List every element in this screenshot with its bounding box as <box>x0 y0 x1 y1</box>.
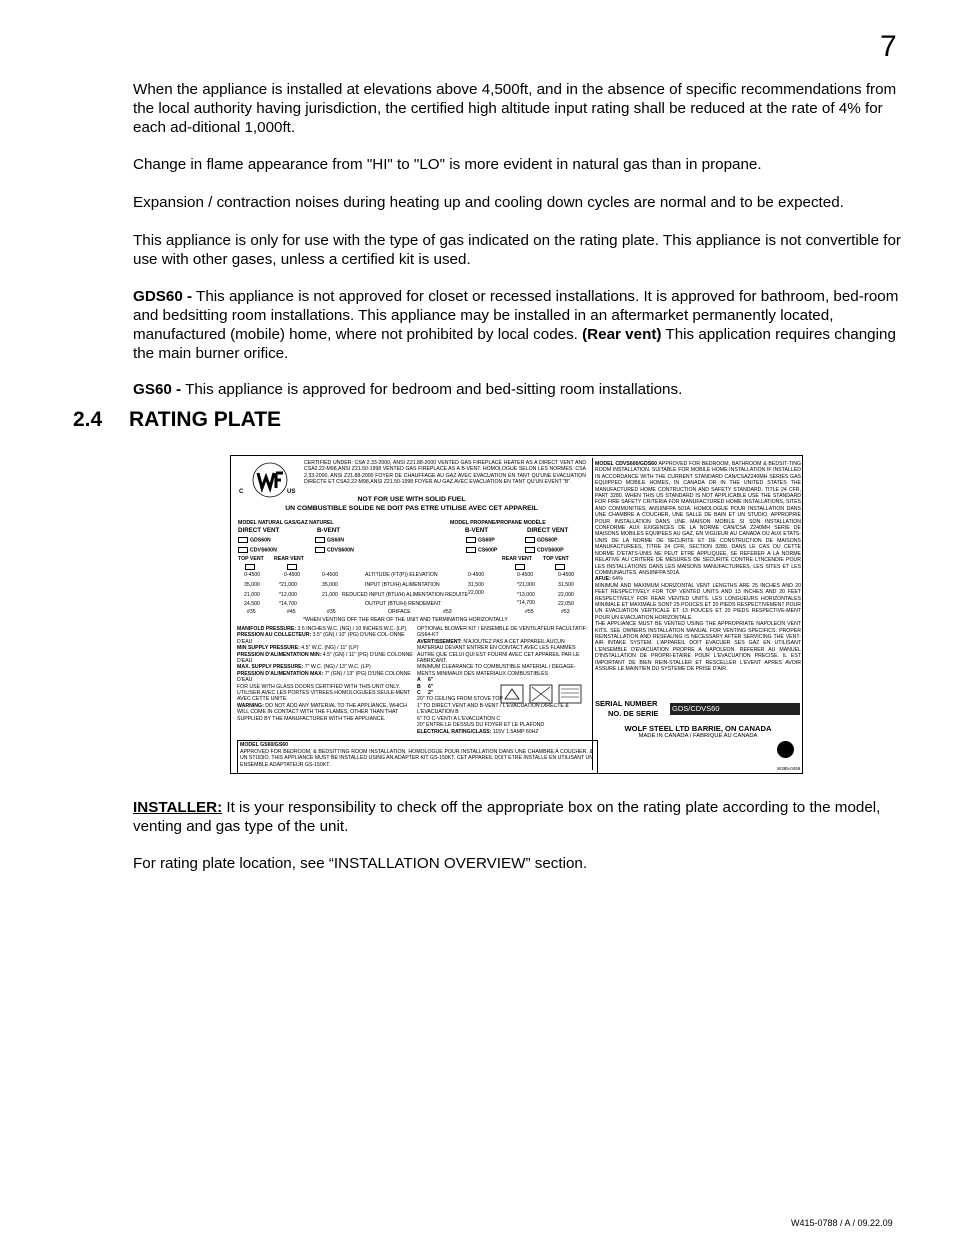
rear-vent-label: (Rear vent) <box>582 326 662 343</box>
model-natural-heading: MODEL NATURAL GAS/GAZ NATUREL <box>238 520 334 526</box>
paragraph-installer <box>133 798 903 836</box>
row-label-output: OUTPUT (BTU/H) RENDEMENT <box>365 601 441 607</box>
checkbox-square[interactable] <box>315 547 325 553</box>
checkbox-square[interactable] <box>525 537 535 543</box>
paragraph-altitude: When the appliance is installed at elevations above 4,500ft, and in the absence of specific recommendations from the local authority having jurisdiction, the certified high altitude input rating shall be reduced at the rate of 4% for each ad-ditional 1,000ft. <box>133 81 897 136</box>
gds60-text-a: This appliance is not approved for closet or recessed installations. It is approved for bathroom, bed-room and bedsitting room installations. This appliance may be installed in an aftermarket permanently located, manufactured (mobile) home, where not prohibited by local codes. <box>133 288 899 343</box>
gds60-label: GDS60 - <box>133 288 193 305</box>
checkbox-square[interactable] <box>315 537 325 543</box>
propane-rear-vent-label: REAR VENT <box>502 556 532 562</box>
table-cell: 31,500 <box>468 582 484 588</box>
natural-direct-vent-label: DIRECT VENT <box>238 527 280 534</box>
section-number: 2.4 <box>73 408 103 431</box>
serial-number-label-fr: NO. DE SERIE <box>608 709 659 718</box>
gs60-box-text: APPROVED FOR BEDROOM, & BEDSITTING ROOM INSTALLATION. HOMOLOGUE POUR INSTALLATION DANS UNE CHAMBRE A COUCHER, & UN STUDIO. THIS APPLIANCE MUST BE INSTALLED USING AN ADAPTER KIT GS-150KT. CET APPAREIL DOIT ETRE INSTALLE EN UTILISANT UN ENSEMBLE ADAPTATEUR GS-150KT. <box>240 749 593 768</box>
checkbox-cdvs600n[interactable]: CDVS600N <box>238 547 277 554</box>
table-cell: *21,000 <box>517 582 535 588</box>
checkbox-gds60p[interactable]: GDS60P <box>525 537 557 544</box>
table-cell: *14,700 <box>517 600 535 606</box>
gds60-text-b: This application requires changing the main burner orifice. <box>133 326 896 362</box>
paragraph-gds60 <box>133 287 903 363</box>
checkbox-gs60n[interactable]: GS60N <box>315 537 344 544</box>
natural-rear-vent-label: REAR VENT <box>274 556 304 562</box>
table-cell: #55 <box>525 609 534 615</box>
table-cell: 0-4500 <box>468 572 485 578</box>
serial-number-value: GDS/CDVS60 <box>670 703 800 715</box>
natural-b-vent-label: B-VENT <box>317 527 341 534</box>
table-cell: 0-4500 <box>517 572 534 578</box>
checkbox-square[interactable] <box>466 537 476 543</box>
table-cell: 0-4500 <box>322 572 339 578</box>
section-heading <box>73 408 281 432</box>
company-name: WOLF STEEL LTD BARRIE, ON CANADA <box>624 724 772 733</box>
row-label-reduced: REDUCED INPUT (BTU/H) ALIMENTATION REDUITE <box>342 592 468 598</box>
paragraph-flame: Change in flame appearance from "HI" to "LO" is more evident in natural gas than in propane. <box>133 156 762 173</box>
solid-fuel-warning-fr: UN COMBUSTIBLE SOLIDE NE DOIT PAS ETRE UTILISE AVEC CET APPAREIL <box>285 505 538 512</box>
table-cell: *21,000 <box>279 582 297 588</box>
logo-c-label: C <box>239 489 244 495</box>
pressures-block: MANIFOLD PRESSURE: 3.5 INCHES W.C. (NG) / 10 INCHES W.C. (LP) PRESSION AU COLLECTEUR: 3.5" (GN) / 10" (PG) D'UNE COL-ONNE D'EAU MIN SUPPLY PRESSURE: 4.5" W.C. (NG) / 11" (LP) PRESSION D'ALIMENTATION MIN: 4.5" (GN) / 11" (PG) D'UNE COLONNE D'EAU MAX. SUPPLY PRESSURE: 7" W.C. (NG) / 13" W.C. (LP) PRESSION D'ALIMENTATION MAX: 7" (GN) / 13" (PG) D'UNE COLONNE D'EAU FOR USE WITH GLASS DOORS CERTIFIED WITH THIS UNIT ONLY. UTILISER AVEC LES PORTES VITREES HOMOLOGUEES SEULE-MENT AVEC CETTE UNITE. WARNING: DO NOT ADD ANY MATERIAL TO THE APPLIANCE, WHICH WILL COME IN CONTACT WITH THE FLAMES, OTHER THAN THAT SUPPLIED BY THE MANUFACTURER WITH THE APPLIANCE. <box>237 626 413 722</box>
checkbox-propane-top-vent[interactable] <box>555 564 565 570</box>
checkbox-natural-top-vent[interactable] <box>245 564 255 570</box>
table-cell: #45 <box>287 609 296 615</box>
checkbox-cdvs600n-b[interactable]: CDVS600N <box>315 547 354 554</box>
solid-fuel-warning: NOT FOR USE WITH SOLID FUEL <box>357 496 466 503</box>
middle-block: OPTIONAL BLOWER KIT / ENSEMBLE DE VENTILATEUR FACULTATIF: GS64-KT AVERTISSEMENT: N'AJOUTEZ PAS A CET APPAREIL AUCUN MATERIAU DEVANT ENTRER EN CONTACT AVEC LES FLAMMES AUTRE QUE CELUI QUI EST FOURNI AVEC CET APPAREIL PAR LE FABRICANT. MINIMUM CLEARANCE TO COMBUSTIBLE MATERIAL / DEGAGE-MENTS MINIMAUX DES MATERIAUX COMBUSTIBLES A 6" B 6" C 2" 20" TO CEILING FROM STOVE TOP 1" TO DIRECT VENT AND B-VENT / L'EVACUATION DIRECTE & L'EVACUATION B 6" TO C-VENT/ A L'EVACUATION C 20" ENTRE LE DESSUS DU FOYER ET LE PLAFOND ELECTRICAL RATING/CLASS: 115V 1.5AMP 60HZ <box>417 626 588 735</box>
gs60-model-box <box>237 740 598 774</box>
gs60-label: GS60 - <box>133 381 182 398</box>
gs60-box-title: MODEL GS60/GS60 <box>240 742 289 748</box>
table-cell: 0-4500 <box>244 572 261 578</box>
made-in-canada: MADE IN CANADA / FABRIQUE AU CANADA <box>638 733 758 739</box>
table-cell: 21,000 <box>322 592 338 598</box>
table-cell: 35,000 <box>322 582 338 588</box>
installer-label: INSTALLER: <box>133 799 223 816</box>
clearance-diagram-icon <box>499 681 585 707</box>
table-cell: #53 <box>443 609 452 615</box>
table-cell: #35 <box>327 609 336 615</box>
row-label-input: INPUT (BTU/H) ALIMENTATION <box>365 582 440 588</box>
table-cell: #35 <box>247 609 256 615</box>
table-cell: 22,000 <box>468 590 484 596</box>
logo-us-label: US <box>287 489 296 495</box>
checkbox-propane-rear-vent[interactable] <box>515 564 525 570</box>
checkbox-square[interactable] <box>466 547 476 553</box>
serial-number-label: SERIAL NUMBER <box>595 699 658 708</box>
checkbox-natural-rear-vent[interactable] <box>287 564 297 570</box>
table-cell: 22,050 <box>558 601 574 607</box>
certification-text: CERTIFIED UNDER: CSA 2.33-2000, ANSI Z21.88-2000 VENTED GAS FIREPLACE HEATER AS A DIRECT VENT AND CSA2.22-M98,ANSI Z21.50-1998 VENTED GAS FIREPLACE AS A B-VENT. HOMOLOGUE SELON LES NORMES: CSA 2.33-2000, ANSI Z21.88-2000 FOYER DE CHAUFFAGE AU GAZ AVEC EVACUATION EN TANT QU'UNE EVACUATION DIRECTE ET CSA2.22-M98,ANSI Z21.50-1998 FOYER AU GAZ AVEC EVACUATION EN TANT QU'UN EVENT "B". <box>304 460 586 486</box>
paragraph-gas-type: This appliance is only for use with the type of gas indicated on the rating plate. This appliance is not convertible for use with other gases, unless a certified kit is used. <box>133 232 901 268</box>
table-cell: *13,000 <box>517 592 535 598</box>
checkbox-square[interactable] <box>525 547 535 553</box>
row-label-orifice: ORIFACE <box>388 609 411 615</box>
checkbox-square[interactable] <box>238 547 248 553</box>
plate-divider <box>592 458 593 770</box>
model-propane-heading: MODEL PROPANE/PROPANE MODÈLE <box>450 520 546 526</box>
checkbox-gds60n[interactable]: GDS60N <box>238 537 271 544</box>
gs60-text: This appliance is approved for bedroom and bed-sitting room installations. <box>181 381 683 398</box>
table-cell: *12,000 <box>279 592 297 598</box>
propane-top-vent-label: TOP VENT <box>543 556 569 562</box>
paragraph-noise: Expansion / contraction noises during heating up and cooling down cycles are normal and to be expected. <box>133 194 844 211</box>
propane-b-vent-label: B-VENT <box>465 527 489 534</box>
checkbox-cs600p[interactable]: CS600P <box>466 547 497 554</box>
plate-code: W385-0459 <box>777 766 801 771</box>
rating-plate <box>230 455 803 774</box>
table-cell: 31,500 <box>558 582 574 588</box>
table-cell: 35,000 <box>244 582 260 588</box>
table-cell: *14,700 <box>279 601 297 607</box>
checkbox-cdvs600p[interactable]: CDVS600P <box>525 547 564 554</box>
checkbox-square[interactable] <box>238 537 248 543</box>
page-number: 7 <box>880 30 897 63</box>
propane-direct-vent-label: DIRECT VENT <box>527 527 569 534</box>
row-label-altitude: ALTITUDE (FT(P)) ELEVATION <box>365 572 438 578</box>
table-cell: 22,000 <box>558 592 574 598</box>
vent-footnote: *WHEN VENTING OFF THE REAR OF THE UNIT AND TERMINATING HORIZONTALLY <box>303 617 508 623</box>
natural-top-vent-label: TOP VENT <box>238 556 264 562</box>
paragraph-location: For rating plate location, see “INSTALLATION OVERVIEW” section. <box>133 855 588 872</box>
table-cell: #53 <box>561 609 570 615</box>
plate-dot-icon <box>777 741 794 758</box>
installer-text: It is your responsibility to check off the appropriate box on the rating plate according to the model, venting and gas type of the unit. <box>133 799 881 835</box>
section-title: RATING PLATE <box>129 408 282 431</box>
table-cell: 21,000 <box>244 592 260 598</box>
table-cell: 0-4500 <box>558 572 575 578</box>
table-cell: 0-4500 <box>284 572 301 578</box>
checkbox-gs60p[interactable]: GS60P <box>466 537 495 544</box>
paragraph-gs60 <box>133 380 903 399</box>
right-column-text: MODEL CDVS600/GDS60 APPROVED FOR BEDROOM, BATHROOM & BEDSIT-TING ROOM INSTALLATION. SUITABLE FOR MOBILE HOME INSTALLATION IF INSTALLED IN ACCORDANCE WITH THE CURRENT STANDARD CAN/CSAZ240MH SERIES GAS EQUIPPED MOBILE HOMES, IN CANADA OR IN THE UNITED STATES THE MANUFACTURED HOME CONTRUCTION AND SAFETY STANDARD, TITLE 24 CFR, PART 3280. WHEN THIS US STANDARD IS NOT APPLICABLE USE THE STANDARD FOR FIRE SAFETY CRITERIA FOR MANUFACTURED HOME INSTALLATIONS, SITES AND COMMUNITIES, ANSI/NFPA 501A. HOMOLOGUE POUR INSTALLATION DANS UNE CHAMBRE A COUCHER, UNE SALLE DE BAIN ET UN STUDIO. APPROPRIE POUR INSTALLATION DANS UNE MAISON MOBILE SI SON INSTALLATION CONFORME AUX EXIGENCES DE LA NORME CAN/CSA Z240MH SERIE DE MAISONS MOBILES EQUIPEES AU GAZ, EN VIGUEUR AU CANADA OU AUX ETATS-UNIS DE LA NORME DE SECURITE ET DE CONSTRUCTION DE MAISONS MANUFACTUREES, TITRE 24 CFR, SECTION 3280. DANS LE CAS OU CETTE NORME D'ETATS-UNIS NE PEUT ETRE APPLIQUEE, SE REFERER A LA NORME RELATIVE AU CRITERE DE MESURES DE SECURITE CONTRE L'INCENDIE POUR LES INSTALLATIONS DANS LES MAISONS MANUFACTUREES, LES SITES ET LES COMMUNAUTES, ANSI/NFPA 501A. AFUE: 64% MINIMUM AND MAXIMUM HORIZONTAL VENT LENGTHS ARE 25 INCHES AND 20 FEET RESPECTIVELY FOR TOP VENTED UNITS AND 13 INCHES AND 20 FEET RESPECTIVELY FOR REAR VENTED UNITS. LES LONGUEURS HORIZONTALES MINIMALE ET MAXIMALE SONT 25 POUCES ET 20 PIEDS RESPECTIVEMENT POUR UN EVACUATION VERTICALE ET 13 POUCES ET 20 PIEDS RESPECTIVE-MENT POUR UN EVACUATION HORIZONTALE. THE APPLIANCE MUST BE VENTED USING THE APPROPRIATE NAPOLEON VENT KITS. SEE OWNERS INSTALLATION MANUAL FOR VENTING SPECIFICS. PROPER REINSTALLATION AND RESEALING IS NECESSARY AFTER SERVICING THE VENT-AIR INTAKE SYSTEM. L'APPAREIL DOIT EVACUER SES GAZ EN UTILISANT L'ENSEMBLE D'EVACUATION PROPRE A NAPOLEON. REFERER AU MANUEL D'INSTALLATION DE PROPRI-ETAIRE POUR L'EVACUATION PRECISE. IL EST IMPORTANT DE BIEN REIN-STALLER ET RESCELLER L'EVENT APRES AVOIR ASSURE LE MAINTIEN DU SYSTEME DE PRISE D'AIR. <box>595 461 802 672</box>
table-cell: 24,500 <box>244 601 260 607</box>
document-code: W415-0788 / A / 09.22.09 <box>791 1218 893 1228</box>
